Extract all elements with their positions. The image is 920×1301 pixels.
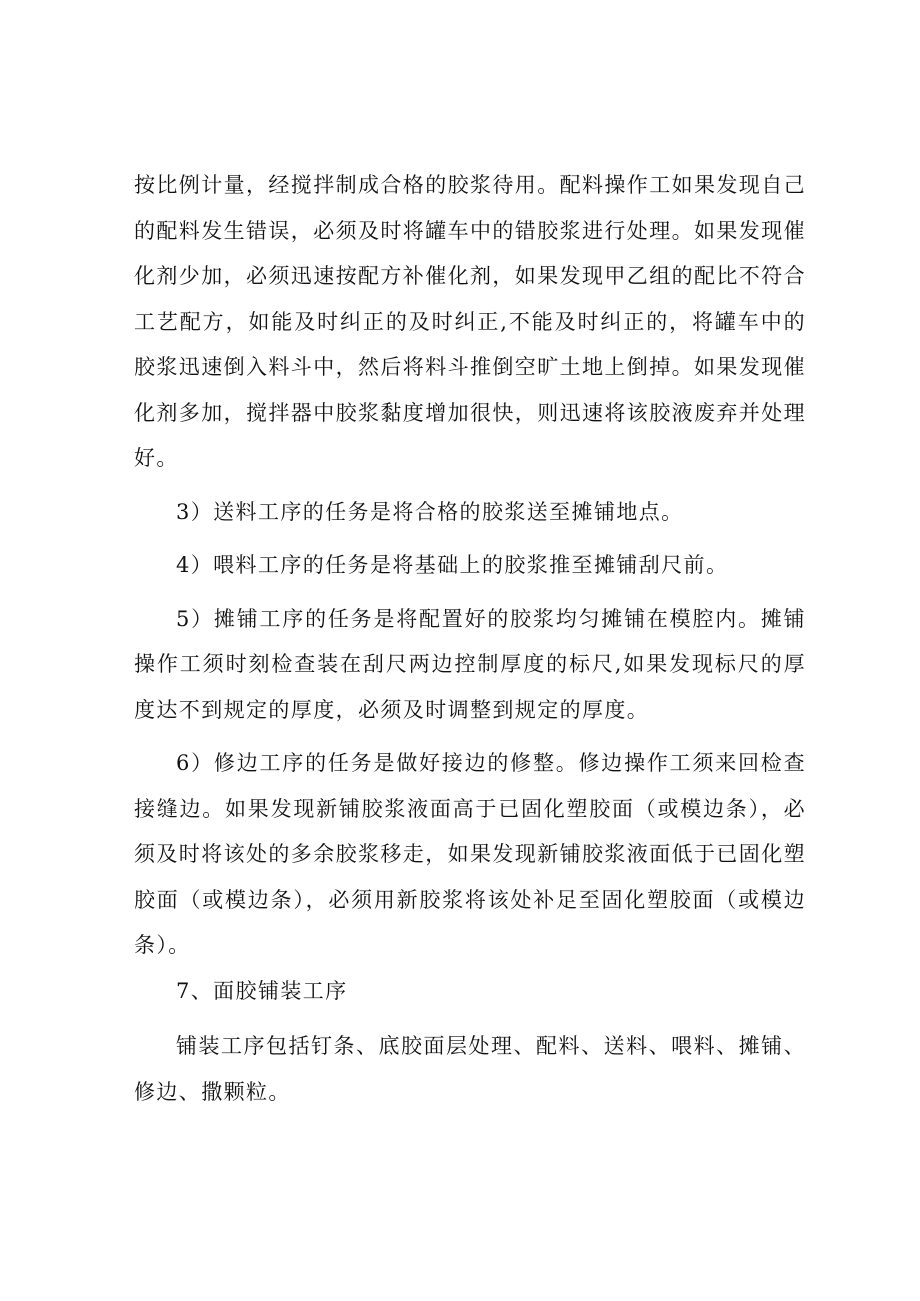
paragraph-step-5: 5）摊铺工序的任务是将配置好的胶浆均匀摊铺在模腔内。摊铺操作工须时刻检查装在刮尺两边控制厚度的标尺,如果发现标尺的厚度达不到规定的厚度，必须及时调整到规定的厚度。 [134, 606, 806, 722]
paragraph-step-6: 6）修边工序的任务是做好接边的修整。修边操作工须来回检查接缝边。如果发现新铺胶浆液面高于已固化塑胶面（或模边条），必须及时将该处的多余胶浆移走，如果发现新铺胶浆液面低于已固化塑胶面（或模边条），必须用新胶浆将该处补足至固化塑胶面（或模边条）。 [134, 751, 806, 957]
paragraph-step-3: 3）送料工序的任务是将合格的胶浆送至摊铺地点。 [176, 499, 684, 524]
paragraph-section-7: 铺装工序包括钉条、底胶面层处理、配料、送料、喂料、摊铺、修边、撒颗粒。 [134, 1034, 806, 1104]
section-heading-7: 7、面胶铺装工序 [176, 978, 348, 1003]
paragraph-continuation: 按比例计量，经搅拌制成合格的胶浆待用。配料操作工如果发现自己的配料发生错误，必须及时将罐车中的错胶浆进行处理。如果发现催化剂少加，必须迅速按配方补催化剂，如果发现甲乙组的配比不符合工艺配方，如能及时纠正的及时纠正,不能及时纠正的，将罐车中的胶浆迅速倒入料斗中，然后将料斗推倒空旷土地上倒掉。如果发现催化剂多加，搅拌器中胶浆黏度增加很快，则迅速将该胶液废弃并处理好。 [134, 173, 806, 470]
document-body [134, 163, 806, 1115]
paragraph-step-4: 4）喂料工序的任务是将基础上的胶浆推至摊铺刮尺前。 [176, 553, 729, 577]
